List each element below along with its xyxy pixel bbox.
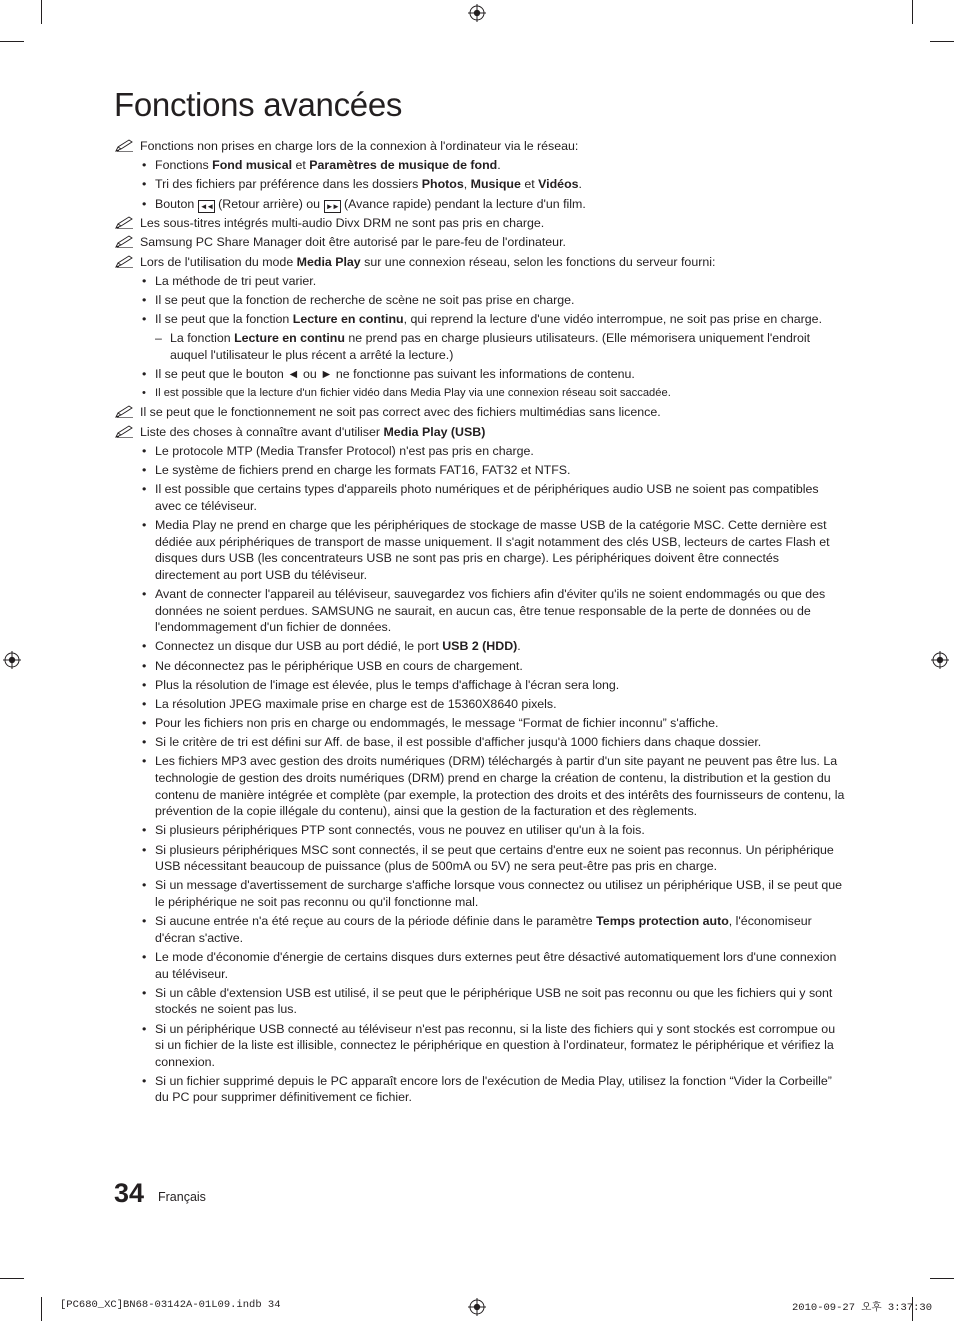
bullet-marker: •: [142, 463, 147, 477]
bullet-marker: •: [142, 482, 147, 497]
note-item: [115, 424, 845, 441]
print-slug-file: [PC680_XC]BN68-03142A-01L09.indb 34: [60, 1299, 281, 1311]
text-run: sur une connexion réseau, selon les fonctions du serveur fourni:: [360, 254, 716, 269]
text-run: Plus la résolution de l'image est élevée, plus le temps d'affichage à l'écran sera long.: [155, 677, 620, 692]
bullet-marker: •: [142, 1021, 147, 1036]
bullet-marker: •: [142, 985, 147, 1000]
text-run: La résolution JPEG maximale prise en charge est de 15360X8640 pixels.: [155, 696, 557, 711]
bullet-item: [115, 715, 845, 732]
page-number: 34: [114, 1178, 145, 1208]
bold-term: Temps protection auto: [596, 914, 729, 929]
note-pencil-icon: [115, 425, 134, 438]
crop-mark: [930, 41, 954, 42]
text-run: Il se peut que la fonction de recherche de scène ne soit pas prise en charge.: [155, 292, 575, 307]
bullet-item: [115, 385, 845, 402]
note-item: [115, 234, 845, 251]
bold-term: Vidéos: [538, 177, 579, 192]
text-run: Media Play ne prend en charge que les périphériques de stockage de masse USB de la catégorie MSC. Cette dernière est dédiée aux périphériques de transport de masse uniquement. Il s'agit notamment des clés USB, lecteurs de cartes Flash et disques durs USB (les concentrateurs USB ne sont pas pris en charge). Les périphériques doivent être connectés directement au port USB du téléviseur.: [155, 517, 830, 582]
text-run: Tri des fichiers par préférence dans les dossiers: [155, 177, 422, 192]
bullet-marker: •: [142, 716, 147, 731]
bullet-marker: •: [142, 517, 147, 532]
bullet-marker: •: [142, 273, 147, 288]
text-run: La fonction: [170, 331, 235, 346]
text-run: (Retour arrière) ou: [214, 196, 324, 211]
text-run: Si un périphérique USB connecté au téléviseur n'est pas reconnu, si la liste des fichiers qui y sont stockés est corrompue ou si un fichier de la liste est illisible, connectez le périphérique en question à l'ordinateur, formatez le périphérique et vérifiez la connexion.: [155, 1021, 836, 1069]
text-run: Il se peut que la fonction: [155, 312, 293, 327]
bold-term: USB 2 (HDD): [442, 639, 518, 654]
text-run: Il se peut que le bouton ◄ ou ► ne fonctionne pas suivant les informations de contenu.: [155, 367, 635, 382]
text-run: Si un fichier supprimé depuis le PC apparaît encore lors de l'exécution de Media Play, utilisez la fonction “Vider la Corbeille” du PC pour supprimer définitivement ce fichier.: [155, 1073, 832, 1105]
text-run: Liste des choses à connaître avant d'utiliser: [140, 424, 384, 439]
text-run: Le mode d'économie d'énergie de certains disques durs externes peut être désactivé automatiquement lors d'une connexion au téléviseur.: [155, 949, 837, 981]
text-run: , qui reprend la lecture d'une vidéo interrompue, ne soit pas prise en charge.: [403, 312, 823, 327]
text-run: Si le critère de tri est défini sur Aff. de base, il est possible d'afficher jusqu'à 1000 fichiers dans chaque dossier.: [155, 735, 762, 750]
bullet-item: [115, 176, 845, 193]
bullet-item: [115, 311, 845, 328]
crop-mark: [930, 1278, 954, 1279]
text-run: ,: [463, 177, 471, 192]
text-run: (Avance rapide) pendant la lecture d'un film.: [340, 196, 586, 211]
bullet-item: [115, 292, 845, 309]
bullet-item: [115, 949, 845, 982]
text-run: Si aucune entrée n'a été reçue au cours de la période définie dans le paramètre: [155, 914, 597, 929]
bullet-marker: •: [142, 949, 147, 964]
bold-term: Musique: [470, 177, 521, 192]
fast-forward-icon: ►►: [324, 200, 341, 213]
crop-mark: [0, 1278, 24, 1279]
bullet-marker: •: [142, 367, 147, 382]
bullet-item: [115, 157, 845, 174]
bullet-marker: •: [142, 658, 147, 673]
text-run: Les fichiers MP3 avec gestion des droits numériques (DRM) téléchargés à partir d'un site payant ne peuvent pas être lus. La technologie de gestion des droits numériques (DRM) prend en charge la création de contenu, la distribution et la gestion du contenu de manière intégrée et complète (par exemple, la protection des droits et des intérêts des fournisseurs de contenu, la prévention de la copie illégale du contenu), ainsi que la gestion de la facturation et des règlements.: [155, 754, 845, 819]
text-run: Le protocole MTP (Media Transfer Protocol) n'est pas pris en charge.: [155, 443, 534, 458]
text-run: Fonctions non prises en charge lors de la connexion à l'ordinateur via le réseau:: [140, 139, 579, 153]
text-run: Bouton: [155, 196, 198, 211]
note-pencil-icon: [115, 235, 134, 248]
crop-mark: [0, 41, 24, 42]
registration-mark-icon: [468, 1298, 486, 1316]
bullet-marker: •: [142, 158, 147, 173]
text-run: Fonctions: [155, 158, 213, 173]
bold-term: Paramètres de musique de fond: [309, 158, 498, 173]
bullet-marker: •: [142, 387, 146, 400]
text-run: .: [497, 158, 501, 173]
bullet-marker: •: [142, 443, 147, 458]
bullet-item: [115, 913, 845, 946]
text-run: Lors de l'utilisation du mode: [140, 254, 297, 269]
bullet-item: [115, 1021, 845, 1071]
bullet-item: [115, 366, 845, 383]
bullet-item: [115, 658, 845, 675]
text-run: Connectez un disque dur USB au port dédié, le port: [155, 639, 443, 654]
bullet-item: [115, 638, 845, 655]
bullet-marker: •: [142, 842, 147, 857]
bullet-item: [115, 842, 845, 875]
rewind-icon: ◄◄: [198, 200, 215, 213]
note-item: [115, 404, 845, 421]
page-title: Fonctions avancées: [114, 86, 403, 123]
bullet-marker: •: [142, 292, 147, 307]
bullet-marker: •: [142, 1073, 147, 1088]
bullet-item: [115, 753, 845, 819]
bullet-item: [115, 734, 845, 751]
bullet-item: [115, 462, 845, 479]
text-run: Si un câble d'extension USB est utilisé, il se peut que le périphérique USB ne soit pas reconnu ou que les fichiers qui y sont stockés ne soient pas lus.: [155, 985, 833, 1017]
bullet-item: [115, 196, 845, 213]
text-run: Il est possible que certains types d'appareils photo numériques et de périphériques audio USB ne soient pas compatibles avec ce téléviseur.: [155, 482, 819, 513]
text-run: Samsung PC Share Manager doit être autorisé par le pare-feu de l'ordinateur.: [140, 235, 566, 250]
note-item: [115, 254, 845, 271]
bullet-marker: •: [142, 754, 147, 769]
bold-term: Media Play (USB): [383, 424, 486, 439]
bullet-item: [115, 1073, 845, 1106]
bullet-marker: •: [142, 177, 147, 192]
text-run: .: [578, 177, 582, 192]
print-slug-date: 2010-09-27 오후 3:37:30: [792, 1302, 933, 1314]
text-run: Les sous-titres intégrés multi-audio Divx DRM ne sont pas pris en charge.: [140, 216, 545, 231]
registration-mark-icon: [468, 4, 486, 22]
text-run: Si plusieurs périphériques MSC sont connectés, il se peut que certains d'entre eux ne soient pas reconnus. Un périphérique USB nécessitant beaucoup de puissance (plus de 500mA ou 5V) ne sera peut-être pas pris en charge.: [155, 842, 834, 874]
bold-term: Photos: [421, 177, 464, 192]
note-pencil-icon: [115, 216, 134, 229]
dash-marker: –: [155, 331, 162, 346]
bullet-marker: •: [142, 823, 147, 838]
text-run: Le système de fichiers prend en charge les formats FAT16, FAT32 et NTFS.: [155, 463, 571, 477]
bullet-marker: •: [142, 696, 147, 711]
text-run: et: [520, 177, 539, 192]
bullet-item: [115, 677, 845, 694]
text-run: ne prend pas en charge plusieurs utilisateurs. (Elle mémorisera uniquement l'endroit auquel l'utilisateur le plus récent a arrêté la lecture.): [170, 331, 811, 362]
registration-mark-icon: [3, 651, 21, 669]
bullet-item: [115, 481, 845, 514]
registration-mark-icon: [931, 651, 949, 669]
text-run: La méthode de tri peut varier.: [155, 273, 317, 288]
bullet-marker: •: [142, 639, 147, 654]
bullet-marker: •: [142, 878, 147, 893]
bullet-marker: •: [142, 677, 147, 692]
text-run: Il se peut que le fonctionnement ne soit pas correct avec des fichiers multimédias sans licence.: [140, 405, 661, 420]
bold-term: Lecture en continu: [292, 312, 404, 327]
bullet-item: [115, 985, 845, 1018]
text-run: Ne déconnectez pas le périphérique USB en cours de chargement.: [155, 658, 523, 673]
bullet-item: [115, 517, 845, 583]
content-body: [115, 138, 845, 1109]
bullet-item: [115, 273, 845, 290]
dash-item: [115, 330, 845, 363]
text-run: Il est possible que la lecture d'un fichier vidéo dans Media Play via une connexion réseau soit saccadée.: [155, 387, 671, 400]
bullet-item: [115, 586, 845, 636]
bullet-item: [115, 822, 845, 839]
bullet-item: [115, 443, 845, 460]
note-pencil-icon: [115, 405, 134, 418]
text-run: Pour les fichiers non pris en charge ou endommagés, le message “Format de fichier inconnu” s'affiche.: [155, 716, 719, 731]
page-language: Français: [158, 1190, 206, 1204]
bold-term: Lecture en continu: [234, 331, 345, 346]
note-item: [115, 138, 845, 155]
bullet-item: [115, 696, 845, 713]
bullet-item: [115, 877, 845, 910]
text-run: Si plusieurs périphériques PTP sont connectés, vous ne pouvez en utiliser qu'un à la fois.: [155, 823, 645, 838]
bullet-marker: •: [142, 196, 147, 211]
bold-term: Media Play: [296, 254, 361, 269]
note-item: [115, 215, 845, 232]
bold-term: Fond musical: [212, 158, 293, 173]
bullet-marker: •: [142, 735, 147, 750]
text-run: .: [517, 639, 521, 654]
note-pencil-icon: [115, 255, 134, 268]
bullet-marker: •: [142, 312, 147, 327]
text-run: Si un message d'avertissement de surcharge s'affiche lorsque vous connectez ou utilisez un périphérique USB, il se peut que le périphérique ne soit pas reconnu ou qu'il fonctionne mal.: [155, 878, 843, 909]
bullet-marker: •: [142, 914, 147, 929]
text-run: et: [292, 158, 310, 173]
crop-mark: [41, 0, 42, 24]
text-run: Avant de connecter l'appareil au téléviseur, sauvegardez vos fichiers afin d'éviter qu'ils ne soient endommagés ou que des données ne soient perdues. SAMSUNG ne saurait, en aucun cas, être tenue responsable de la perte de données ou de l'endommagement d'un fichier de données.: [155, 586, 826, 635]
text-run: , l'économiseur d'écran s'active.: [155, 914, 812, 945]
crop-mark: [41, 1297, 42, 1321]
note-pencil-icon: [115, 139, 134, 152]
crop-mark: [912, 0, 913, 24]
bullet-marker: •: [142, 586, 147, 601]
